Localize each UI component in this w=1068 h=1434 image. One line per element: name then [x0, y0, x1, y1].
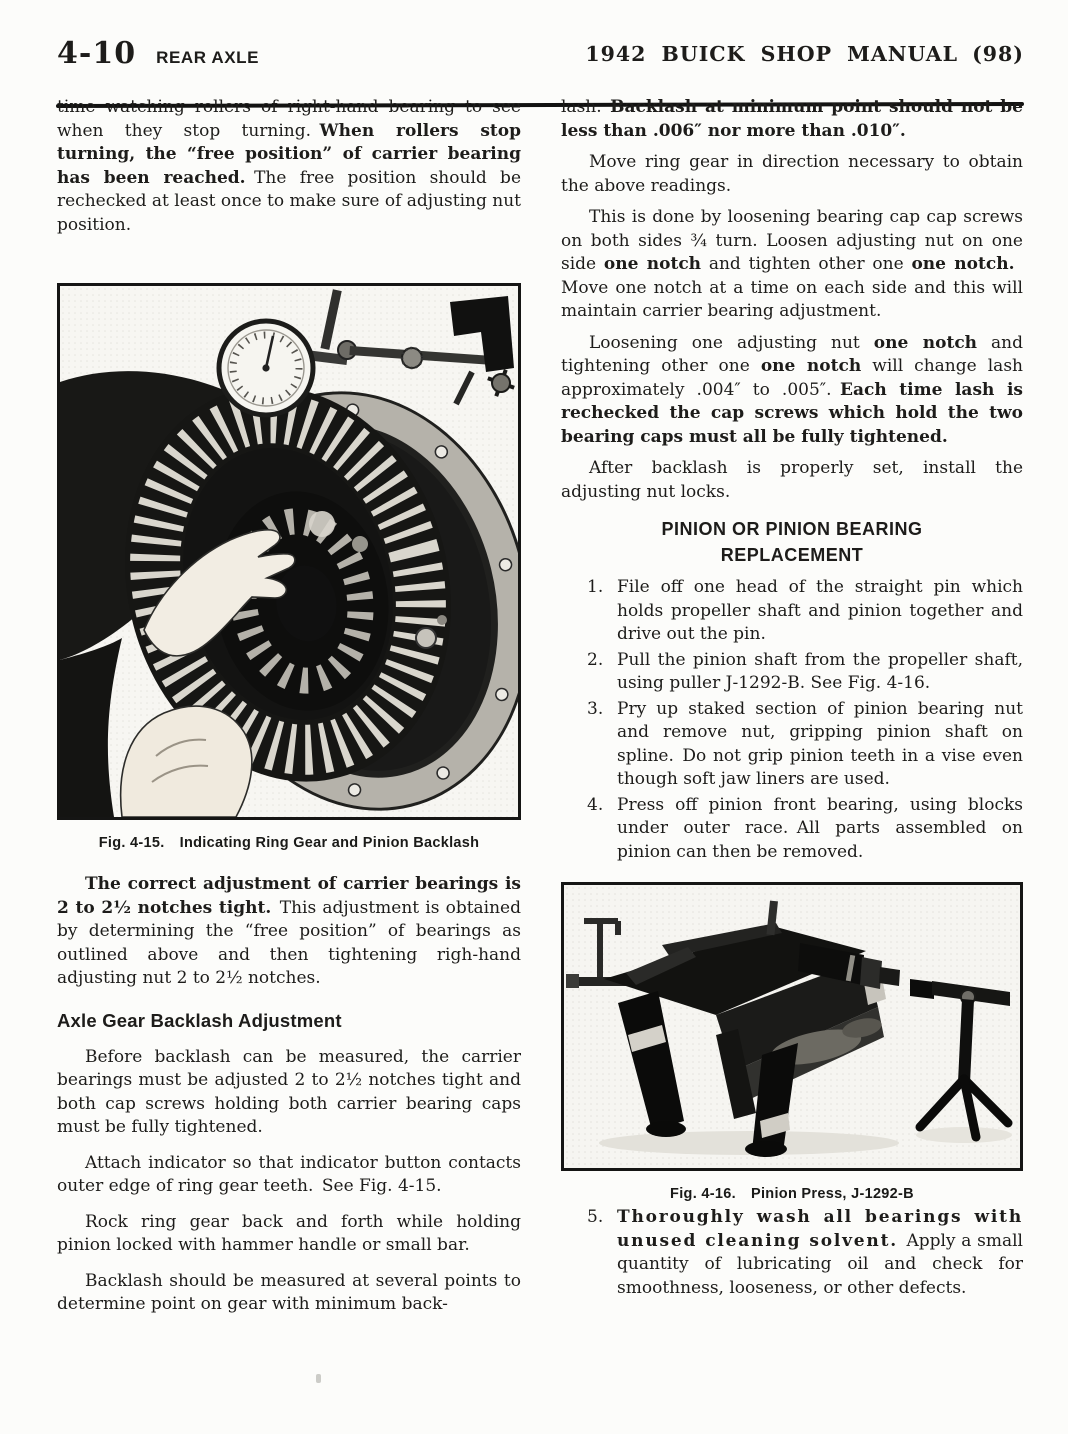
- text-segment: The free position should be rechecked at least once to make sure of adjusting nut position.: [57, 167, 522, 235]
- text-segment-bold: When rollers stop turning, the “free position” of carrier bearing has been reached.: [57, 120, 521, 188]
- right-column: [561, 96, 1023, 1300]
- text-segment-bold: one notch.: [911, 254, 1015, 274]
- list-item-text: Pry up staked section of pinion bearing nut and remove nut, gripping pinion shaft on spline. Do not grip pinion teeth in a vise even though soft jaw liners are used.: [617, 698, 1023, 789]
- list-item: [587, 698, 1023, 792]
- text-segment: time watching rollers of right-hand bearing to see when they stop turning.: [57, 97, 521, 141]
- paragraph: Before backlash can be measured, the carrier bearings must be adjusted 2 to 2½ notches tight and both cap screws holding both carrier bearing caps must be fully tightened.: [57, 1046, 521, 1137]
- manual-title: 1942 BUICK SHOP MANUAL: [585, 42, 959, 66]
- list-item: [561, 1206, 1023, 1300]
- heading-line: PINION OR PINION BEARING: [661, 519, 923, 539]
- text-segment: This is done by loosening bearing cap cap screws on both sides ¾ turn. Loosen adjusting nut on one side: [561, 207, 1023, 274]
- pinion-press-photo: [564, 885, 1020, 1168]
- book-page-number: (98): [972, 42, 1024, 66]
- list-item: [587, 649, 1023, 696]
- figure-4-15-frame: [57, 283, 521, 820]
- list-item-text: [617, 1206, 1023, 1300]
- text-segment: Loosening one adjusting nut: [589, 332, 874, 353]
- paragraph: [561, 332, 1023, 450]
- figure-4-16-frame: [561, 882, 1023, 1171]
- list-item-number: 4.: [587, 794, 604, 815]
- section-heading: [561, 516, 1023, 568]
- paragraph: Backlash should be measured at several points to determine point on gear with minimum back-: [57, 1270, 521, 1314]
- text-segment: and tightening other one: [561, 332, 1023, 376]
- page-header-left: [57, 36, 259, 71]
- text-segment-bold: The correct adjustment of carrier bearings is 2 to 2½ notches tight.: [57, 874, 521, 918]
- list-item: [587, 794, 1023, 865]
- figure-4-16: [561, 882, 1023, 1204]
- numbered-list: [561, 576, 1023, 864]
- paragraph: [561, 206, 1023, 324]
- paragraph: [57, 873, 521, 991]
- text-segment: Move one notch at a time on each side and this will maintain carrier bearing adjustment.: [561, 254, 1023, 321]
- list-item-number: 3.: [587, 698, 604, 719]
- page-number: 4-10: [57, 36, 137, 71]
- heading-line: REPLACEMENT: [720, 545, 864, 565]
- paragraph: [561, 96, 1023, 143]
- text-segment-bold: one notch: [603, 254, 702, 274]
- subsection-heading: Axle Gear Backlash Adjustment: [57, 1009, 342, 1031]
- page-header-right: [585, 42, 1024, 66]
- scan-speck: [316, 1374, 321, 1383]
- text-segment-bold: Each time lash is rechecked the cap screws which hold the two bearing caps must all be fully tightened.: [561, 379, 1023, 447]
- figure-4-15-caption: Fig. 4-15. Indicating Ring Gear and Pinion Backlash: [98, 835, 480, 851]
- list-item-text: File off one head of the straight pin which holds propeller shaft and pinion together and drive out the pin.: [617, 577, 1023, 644]
- list-item: [587, 576, 1023, 647]
- text-segment: and tighten other one: [701, 254, 912, 274]
- text-segment: This adjustment is obtained by determining the “free position” of bearings as outlined above and then tightening righ-hand adjusting nut 2 to 2½ notches.: [57, 897, 521, 988]
- text-segment-bold: one notch: [873, 332, 978, 353]
- text-segment-bold: Backlash at minimum point should not be less than .006″ nor more than .010″.: [561, 97, 1023, 141]
- section-title: REAR AXLE: [156, 48, 260, 67]
- paragraph: Rock ring gear back and forth while holding pinion locked with hammer handle or small bar.: [57, 1211, 521, 1255]
- list-item-number: 1.: [587, 577, 604, 597]
- list-item-number: 2.: [587, 649, 604, 670]
- figure-4-15: [57, 283, 521, 853]
- text-segment-bold: one notch: [760, 356, 862, 376]
- paragraph: After backlash is properly set, install the adjusting nut locks.: [561, 458, 1023, 502]
- paragraph: Attach indicator so that indicator button contacts outer edge of ring gear teeth. See Fig. 4-15.: [57, 1152, 521, 1196]
- figure-4-16-caption: Fig. 4-16. Pinion Press, J-1292-B: [670, 1186, 914, 1202]
- text-segment-bold: Thoroughly wash all bearings with unused cleaning solvent.: [617, 1207, 1023, 1251]
- left-column: [57, 96, 521, 1317]
- text-segment: lash.: [561, 97, 611, 117]
- list-item-text: Pull the pinion shaft from the propeller shaft, using puller J-1292-B. See Fig. 4-16.: [617, 649, 1023, 693]
- paragraph: Move ring gear in direction necessary to obtain the above readings.: [561, 152, 1023, 196]
- text-segment: Apply a small quantity of lubricating oil and check for smoothness, looseness, or other defects.: [617, 1230, 1023, 1298]
- list-item-number: 5.: [587, 1207, 604, 1227]
- text-segment: will change lash approximately .004″ to .005″.: [561, 356, 1023, 400]
- paragraph: [57, 96, 521, 237]
- list-item-text: Press off pinion front bearing, using blocks under outer race. All parts assembled on pinion can then be removed.: [617, 794, 1023, 862]
- ring-gear-photo: [60, 286, 518, 817]
